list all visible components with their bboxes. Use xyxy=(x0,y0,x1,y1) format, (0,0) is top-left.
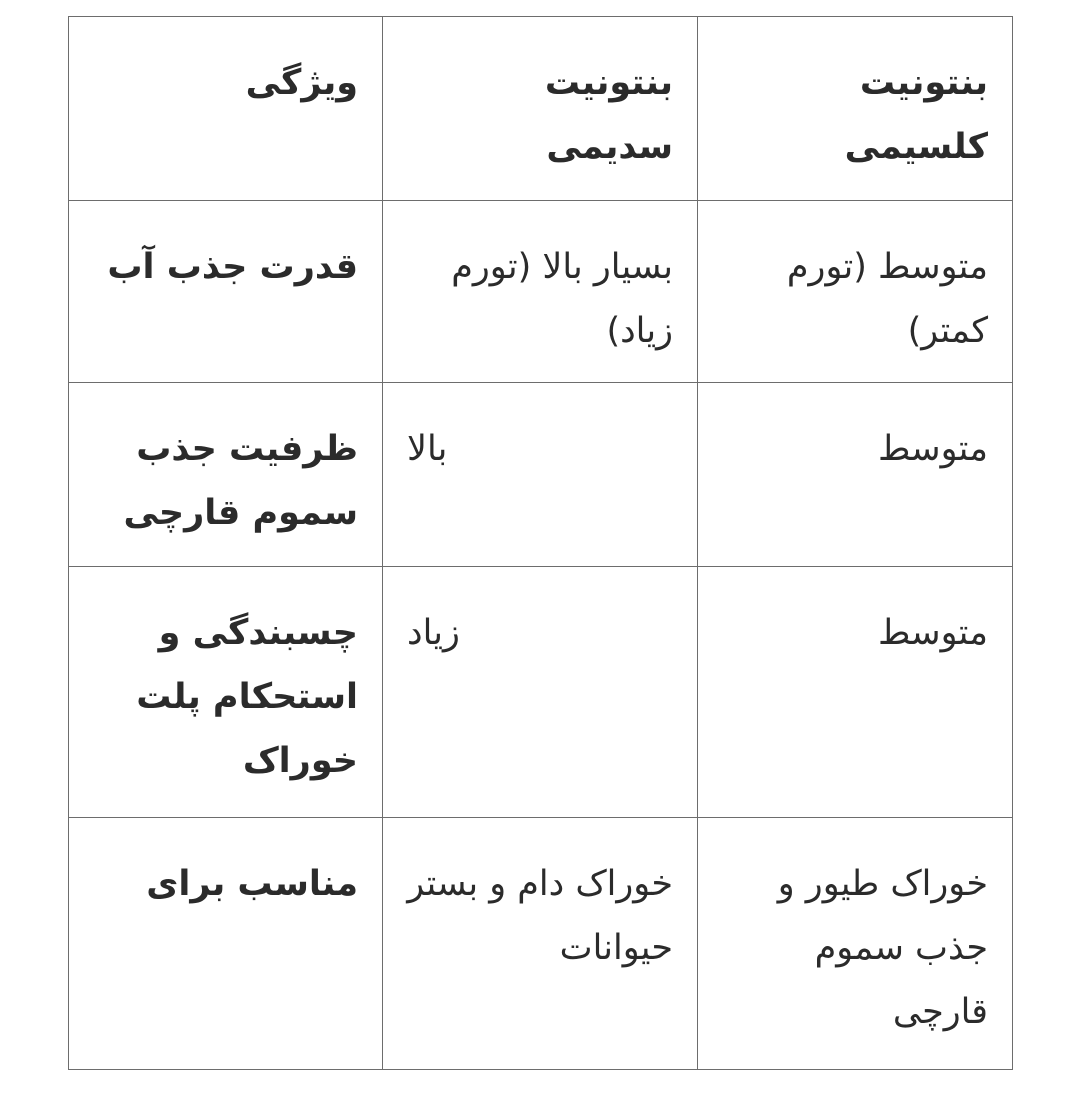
comparison-table xyxy=(68,16,1013,1070)
feature-pellet-binding xyxy=(69,567,383,818)
cell-text: خوراک دام و بستر حیوانات xyxy=(407,864,673,968)
cell-text: بسیار بالا (تورم زیاد) xyxy=(451,247,673,351)
cell-text: خوراک طیور و جذب سموم قارچی xyxy=(777,864,988,1032)
cell-calcium-mycotoxin-capacity xyxy=(698,383,1013,567)
table-row xyxy=(69,567,1013,818)
table-header-row xyxy=(69,17,1013,201)
table-row xyxy=(69,818,1013,1070)
cell-sodium-suitable-for xyxy=(383,818,698,1070)
feature-water-absorption xyxy=(69,201,383,383)
header-label-calcium-bentonite: بنتونیت کلسیمی xyxy=(844,63,988,167)
cell-sodium-mycotoxin-capacity xyxy=(383,383,698,567)
header-cell-calcium-bentonite xyxy=(698,17,1013,201)
header-cell-feature xyxy=(69,17,383,201)
cell-sodium-pellet-binding xyxy=(383,567,698,818)
cell-sodium-water-absorption xyxy=(383,201,698,383)
header-label-sodium-bentonite: بنتونیت سدیمی xyxy=(544,63,673,167)
cell-calcium-pellet-binding xyxy=(698,567,1013,818)
feature-label: چسبندگی و استحکام پلت خوراک xyxy=(136,613,358,781)
cell-calcium-suitable-for xyxy=(698,818,1013,1070)
header-label-feature: ویژگی xyxy=(245,63,358,103)
feature-mycotoxin-capacity xyxy=(69,383,383,567)
feature-label: ظرفیت جذب سموم قارچی xyxy=(123,429,358,533)
table-row xyxy=(69,383,1013,567)
header-cell-sodium-bentonite xyxy=(383,17,698,201)
cell-text: بالا xyxy=(407,429,448,469)
feature-label: قدرت جذب آب xyxy=(107,247,358,287)
cell-text: متوسط xyxy=(878,429,988,469)
table-row xyxy=(69,201,1013,383)
cell-text: متوسط (تورم کمتر) xyxy=(786,247,988,351)
cell-calcium-water-absorption xyxy=(698,201,1013,383)
feature-suitable-for xyxy=(69,818,383,1070)
cell-text: زیاد xyxy=(407,613,460,653)
feature-label: مناسب برای xyxy=(146,864,358,904)
cell-text: متوسط xyxy=(878,613,988,653)
